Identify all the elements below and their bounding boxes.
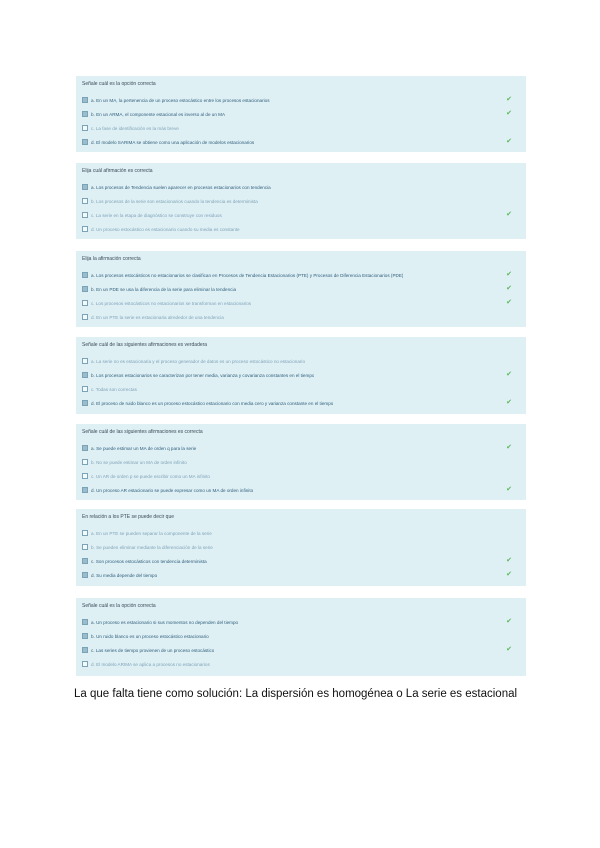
checkbox[interactable]: [82, 661, 88, 667]
check-mark-icon: ✔: [506, 110, 512, 117]
option-label: c. Un AR de orden p se puede escribir como un MA infinito: [91, 473, 210, 479]
option-label: c. Todas son correctas: [91, 386, 137, 392]
answer-option[interactable]: [82, 368, 518, 382]
checkbox[interactable]: [82, 272, 88, 278]
answer-option[interactable]: [82, 93, 518, 107]
checkbox[interactable]: [82, 459, 88, 465]
question-title: Elija la afirmación correcta: [82, 256, 141, 262]
answer-option[interactable]: [82, 121, 518, 135]
checkbox[interactable]: [82, 473, 88, 479]
option-label: c. Los procesos estocásticos no estacionarios se transforman en estacionarios: [91, 300, 252, 306]
option-label: b. Los procesos de la serie son estacionarios cuando la tendencia es determinista: [91, 198, 258, 204]
checkbox[interactable]: [82, 314, 88, 320]
check-mark-icon: ✔: [506, 399, 512, 406]
question-card: [76, 251, 526, 327]
question-title: Señale cuál es la opción correcta: [82, 81, 156, 87]
question-card: [76, 509, 526, 586]
checkbox[interactable]: [82, 386, 88, 392]
answer-option[interactable]: [82, 643, 518, 657]
option-label: b. En un PDE se usa la diferencia de la serie para eliminar la tendencia: [91, 286, 237, 292]
answer-option[interactable]: [82, 455, 518, 469]
check-mark-icon: ✔: [506, 211, 512, 218]
question-title: Señale cuál de las siguientes afirmaciones es correcta: [82, 429, 203, 435]
check-mark-icon: ✔: [506, 285, 512, 292]
option-label: a. Los procesos estocásticos no estacionarios se clasifican en Procesos de Tendencia Estacionarios (PTE) y Procesos de Diferencia Estacionarios (PDE): [91, 272, 404, 278]
check-mark-icon: ✔: [506, 646, 512, 653]
checkbox[interactable]: [82, 111, 88, 117]
option-label: d. El proceso de ruido blanco es un proceso estocástico estacionario con media cero y varianza constante en el tiempo: [91, 400, 334, 406]
option-label: a. Los procesos de Tendencia suelen aparecer en procesos estacionarios con tendencia: [91, 184, 271, 190]
option-label: c. Son procesos estocásticos con tendencia determinista: [91, 558, 207, 564]
question-card: [76, 163, 526, 239]
option-label: c. Las series de tiempo provienen de un proceso estocástico: [91, 647, 215, 653]
check-mark-icon: ✔: [506, 271, 512, 278]
answer-option[interactable]: [82, 396, 518, 410]
checkbox[interactable]: [82, 139, 88, 145]
answer-option[interactable]: [82, 180, 518, 194]
checkbox[interactable]: [82, 184, 88, 190]
option-label: a. Se puede estimar un MA de orden q para la serie: [91, 445, 197, 451]
question-card: [76, 76, 526, 152]
option-label: a. En un MA, la pertenencia de un proceso estocástico entre los procesos estacionarios: [91, 97, 270, 103]
question-title: Señale cuál de las siguientes afirmaciones es verdadera: [82, 342, 208, 348]
question-card: [76, 424, 526, 500]
checkbox[interactable]: [82, 286, 88, 292]
answer-option[interactable]: [82, 554, 518, 568]
answer-option[interactable]: [82, 208, 518, 222]
checkbox[interactable]: [82, 400, 88, 406]
checkbox[interactable]: [82, 300, 88, 306]
check-mark-icon: ✔: [506, 444, 512, 451]
option-label: b. Un ruido blanco es un proceso estocástico estacionario: [91, 633, 209, 639]
checkbox[interactable]: [82, 125, 88, 131]
option-label: b. No se puede estimar un MA de orden infinito: [91, 459, 187, 465]
question-title: En relación a los PTE se puede decir que: [82, 514, 174, 520]
option-label: a. La serie no es estacionaria y el proceso generador de datos es un proceso estocástico no estacionario: [91, 358, 305, 364]
option-label: d. En un PTE la serie es estacionaria alrededor de una tendencia: [91, 314, 224, 320]
answer-option[interactable]: [82, 282, 518, 296]
question-title: Señale cuál es la opción correcta: [82, 603, 156, 609]
option-label: d. Su media depende del tiempo: [91, 572, 158, 578]
answer-option[interactable]: [82, 540, 518, 554]
option-label: d. El modelo ARIMA se aplica a procesos no estacionarios: [91, 661, 210, 667]
answer-option[interactable]: [82, 657, 518, 671]
answer-option[interactable]: [82, 296, 518, 310]
check-mark-icon: ✔: [506, 138, 512, 145]
option-label: c. La serie en la etapa de diagnóstico se construye con residuos: [91, 212, 222, 218]
check-mark-icon: ✔: [506, 486, 512, 493]
answer-option[interactable]: [82, 629, 518, 643]
checkbox[interactable]: [82, 572, 88, 578]
checkbox[interactable]: [82, 530, 88, 536]
answer-option[interactable]: [82, 194, 518, 208]
answer-option[interactable]: [82, 354, 518, 368]
checkbox[interactable]: [82, 558, 88, 564]
answer-option[interactable]: [82, 441, 518, 455]
check-mark-icon: ✔: [506, 96, 512, 103]
answer-option[interactable]: [82, 268, 518, 282]
answer-option[interactable]: [82, 469, 518, 483]
answer-option[interactable]: [82, 568, 518, 582]
answer-option[interactable]: [82, 135, 518, 149]
checkbox[interactable]: [82, 487, 88, 493]
answer-option[interactable]: [82, 382, 518, 396]
checkbox[interactable]: [82, 212, 88, 218]
check-mark-icon: ✔: [506, 299, 512, 306]
checkbox[interactable]: [82, 544, 88, 550]
answer-option[interactable]: [82, 526, 518, 540]
checkbox[interactable]: [82, 198, 88, 204]
answer-option[interactable]: [82, 310, 518, 324]
answer-option[interactable]: [82, 483, 518, 497]
answer-option[interactable]: [82, 615, 518, 629]
option-label: b. Se pueden eliminar mediante la diferenciación de la serie: [91, 544, 213, 550]
check-mark-icon: ✔: [506, 571, 512, 578]
checkbox[interactable]: [82, 372, 88, 378]
option-label: b. Los procesos estacionarios se caracterizan por tener media, varianza y covarianza constantes en el tiempo: [91, 372, 315, 378]
option-label: a. Un proceso es estacionario si sus momentos no dependen del tiempo: [91, 619, 239, 625]
option-label: a. En un PTE se pueden separar la componente de la serie: [91, 530, 212, 536]
question-card: [76, 598, 526, 676]
caption-text: La que falta tiene como solución: La dispersión es homogénea o La serie es estacional: [74, 688, 518, 700]
checkbox[interactable]: [82, 358, 88, 364]
checkbox[interactable]: [82, 619, 88, 625]
checkbox[interactable]: [82, 226, 88, 232]
option-label: d. Un proceso AR estacionario se puede expresar como un MA de orden infinito: [91, 487, 254, 493]
check-mark-icon: ✔: [506, 618, 512, 625]
checkbox[interactable]: [82, 647, 88, 653]
check-mark-icon: ✔: [506, 557, 512, 564]
check-mark-icon: ✔: [506, 371, 512, 378]
checkbox[interactable]: [82, 97, 88, 103]
option-label: d. El modelo SARIMA se obtiene como una aplicación de modelos estacionarios: [91, 139, 255, 145]
checkbox[interactable]: [82, 633, 88, 639]
option-label: c. La fase de identificación es la más breve: [91, 125, 179, 131]
option-label: d. Un proceso estocástico es estacionario cuando su media es constante: [91, 226, 240, 232]
question-title: Elija cuál afirmación es correcta: [82, 168, 153, 174]
question-card: [76, 337, 526, 414]
checkbox[interactable]: [82, 445, 88, 451]
answer-option[interactable]: [82, 222, 518, 236]
answer-option[interactable]: [82, 107, 518, 121]
option-label: b. En un ARMA, el componente estacional es inverso al de un MA: [91, 111, 226, 117]
